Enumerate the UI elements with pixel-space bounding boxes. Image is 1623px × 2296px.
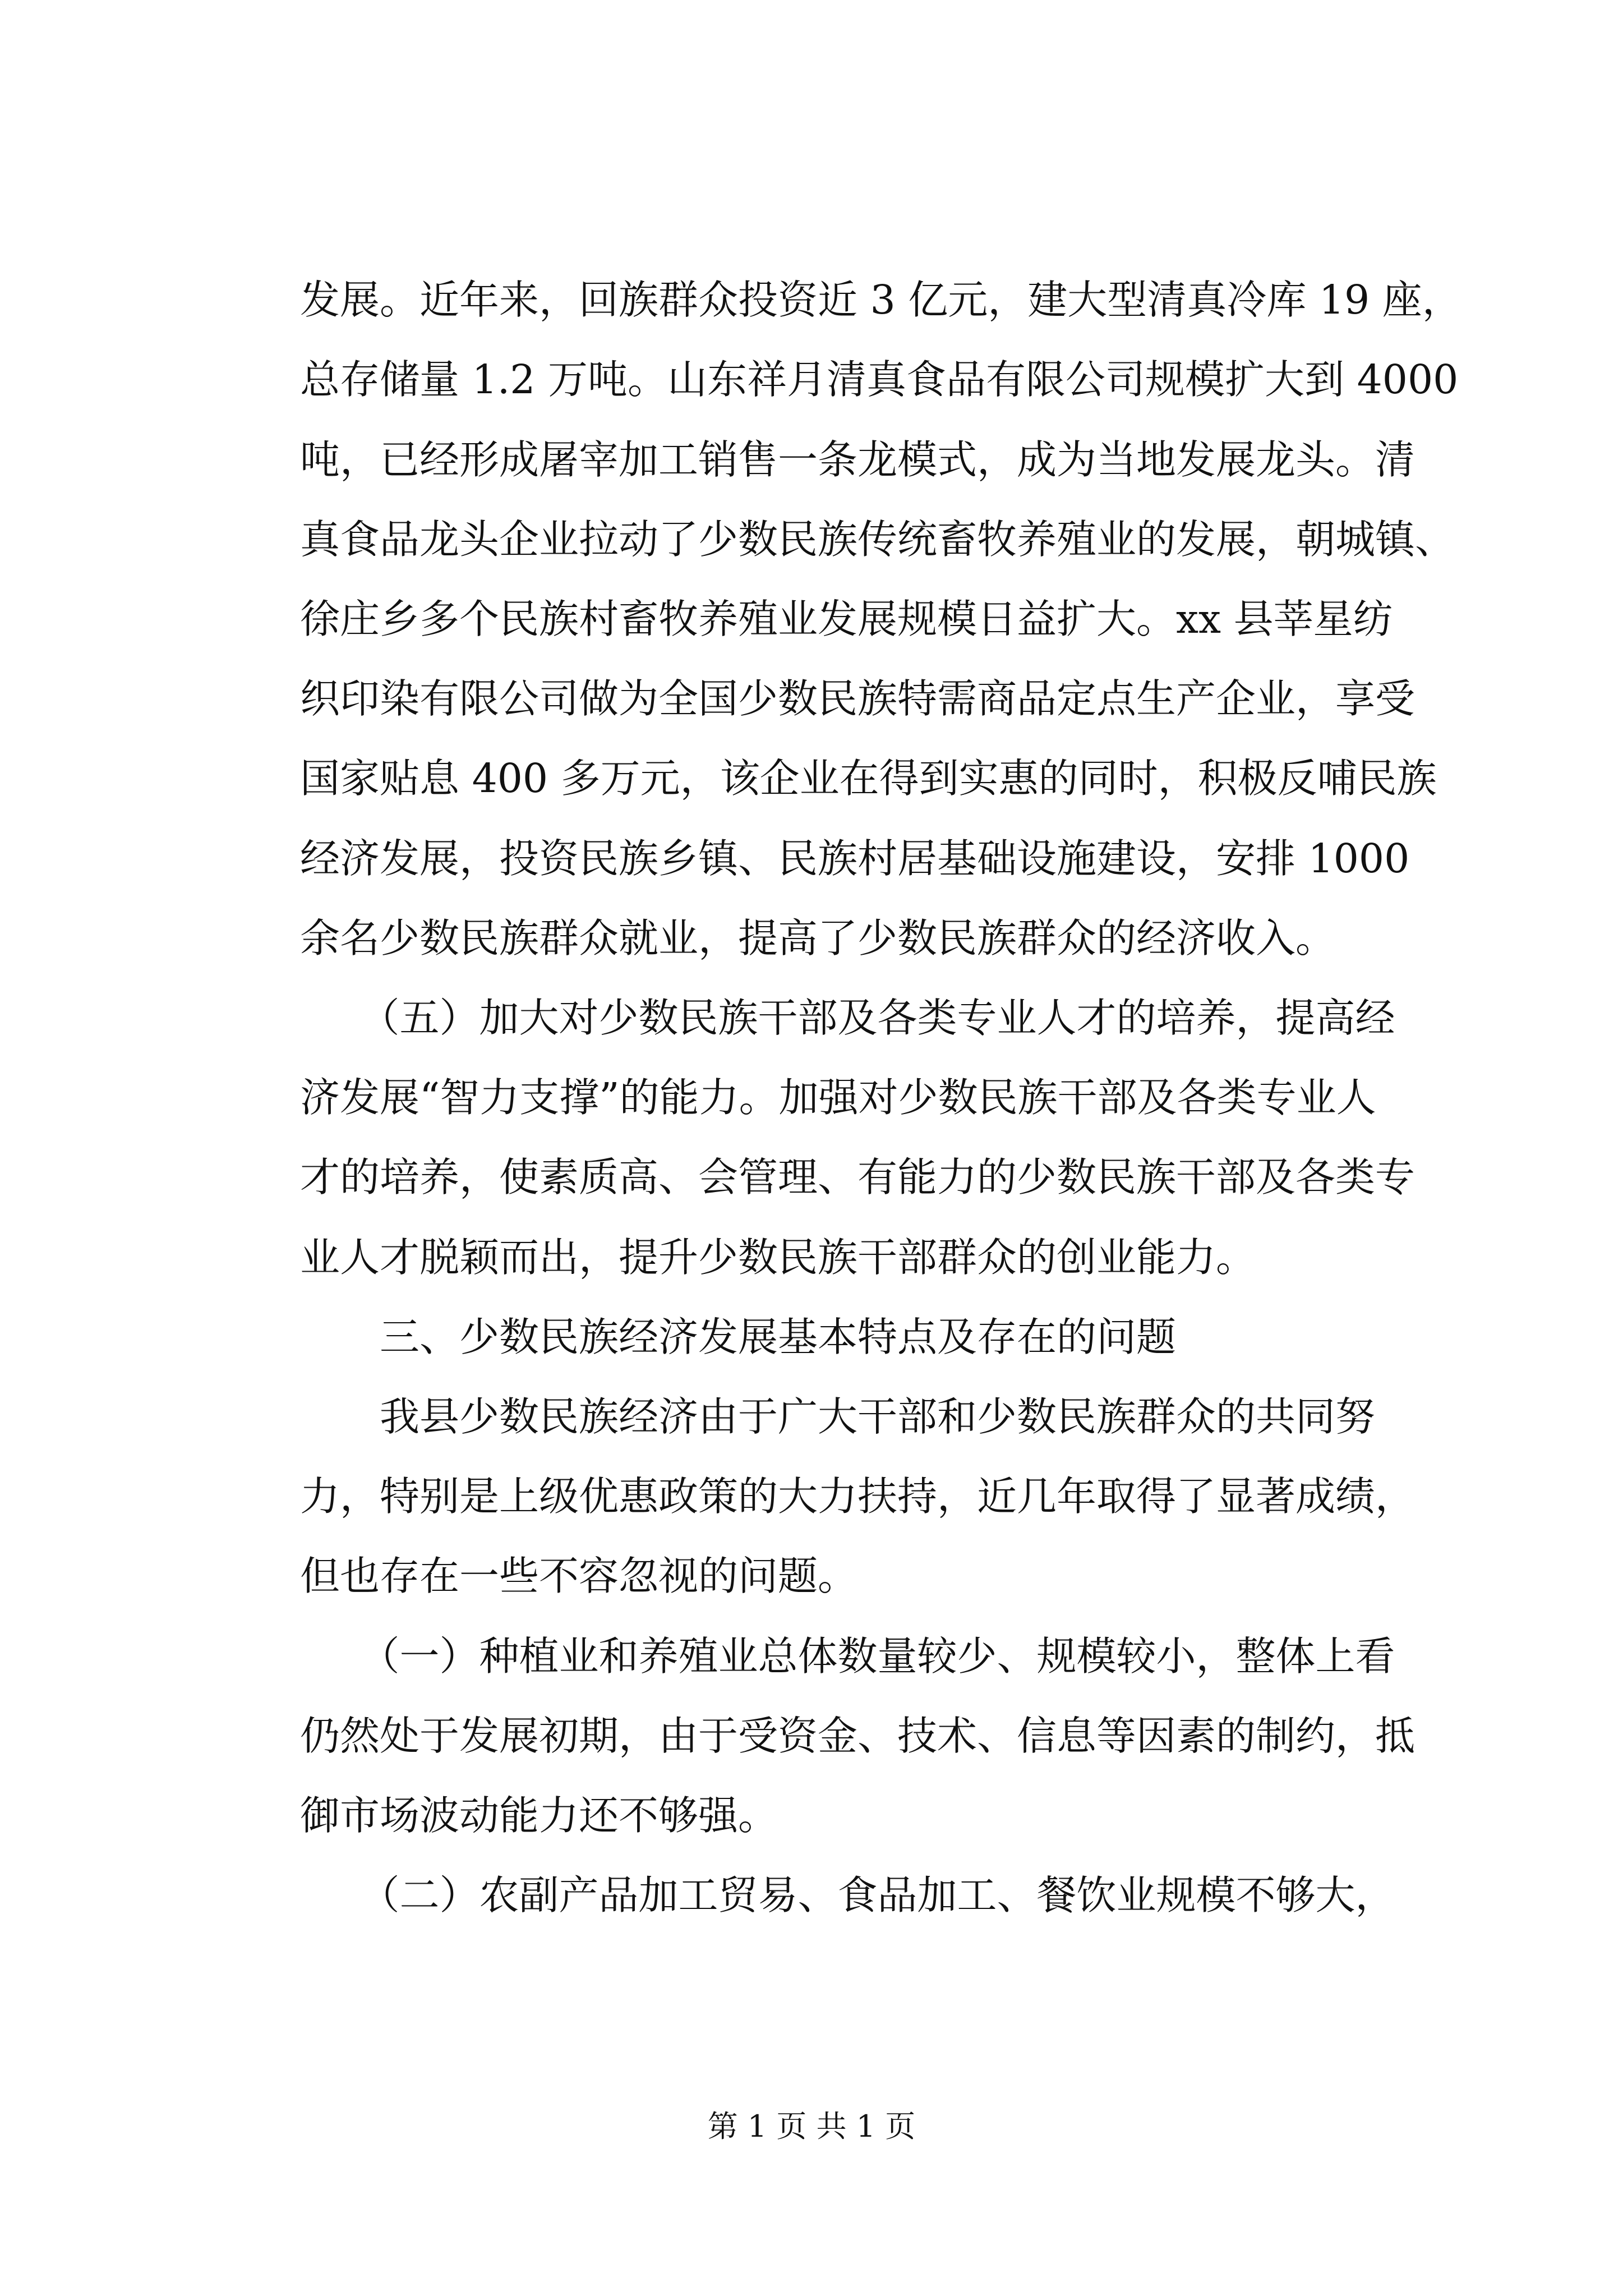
text-line: 余名少数民族群众就业，提高了少数民族群众的经济收入。 [300, 915, 1336, 961]
text-line: 才的培养，使素质高、会管理、有能力的少数民族干部及各类专 [300, 1154, 1415, 1200]
text-line: 徐庄乡多个民族村畜牧养殖业发展规模日益扩大。xx 县莘星纺 [300, 596, 1393, 642]
section-heading-line: （五）加大对少数民族干部及各类专业人才的培养，提高经 [300, 995, 1395, 1041]
text-line: 真食品龙头企业拉动了少数民族传统畜牧养殖业的发展，朝城镇、 [300, 516, 1455, 563]
section-heading-line: 三、少数民族经济发展基本特点及存在的问题 [300, 1314, 1177, 1360]
text-line: 御市场波动能力还不够强。 [300, 1792, 778, 1839]
text-line: 仍然处于发展初期，由于受资金、技术、信息等因素的制约，抵 [300, 1713, 1415, 1759]
text-line: 业人才脱颖而出，提升少数民族干部群众的创业能力。 [300, 1234, 1256, 1281]
text-line: 总存储量 1.2 万吨。山东祥月清真食品有限公司规模扩大到 4000 [300, 356, 1459, 403]
text-line: 但也存在一些不容忽视的问题。 [300, 1553, 858, 1599]
section-heading-line: （二）农副产品加工贸易、食品加工、餐饮业规模不够大， [300, 1872, 1395, 1918]
page-number-footer: 第 1 页 共 1 页 [707, 2109, 916, 2144]
text-line: 织印染有限公司做为全国少数民族特需商品定点生产企业，享受 [300, 675, 1415, 722]
text-line: 发展。近年来，回族群众投资近 3 亿元，建大型清真冷库 19 座， [300, 277, 1462, 323]
text-line: 经济发展，投资民族乡镇、民族村居基础设施建设，安排 1000 [300, 835, 1410, 882]
text-line: 济发展“智力支撑”的能力。加强对少数民族干部及各类专业人 [300, 1074, 1376, 1121]
text-line: 国家贴息 400 多万元，该企业在得到实惠的同时，积极反哺民族 [300, 755, 1437, 802]
section-heading-line: （一）种植业和养殖业总体数量较少、规模较小，整体上看 [300, 1633, 1395, 1680]
text-line: 我县少数民族经济由于广大干部和少数民族群众的共同努 [300, 1393, 1376, 1440]
text-line: 力，特别是上级优惠政策的大力扶持，近几年取得了显著成绩， [300, 1473, 1415, 1520]
text-line: 吨，已经形成屠宰加工销售一条龙模式，成为当地发展龙头。清 [300, 436, 1415, 483]
